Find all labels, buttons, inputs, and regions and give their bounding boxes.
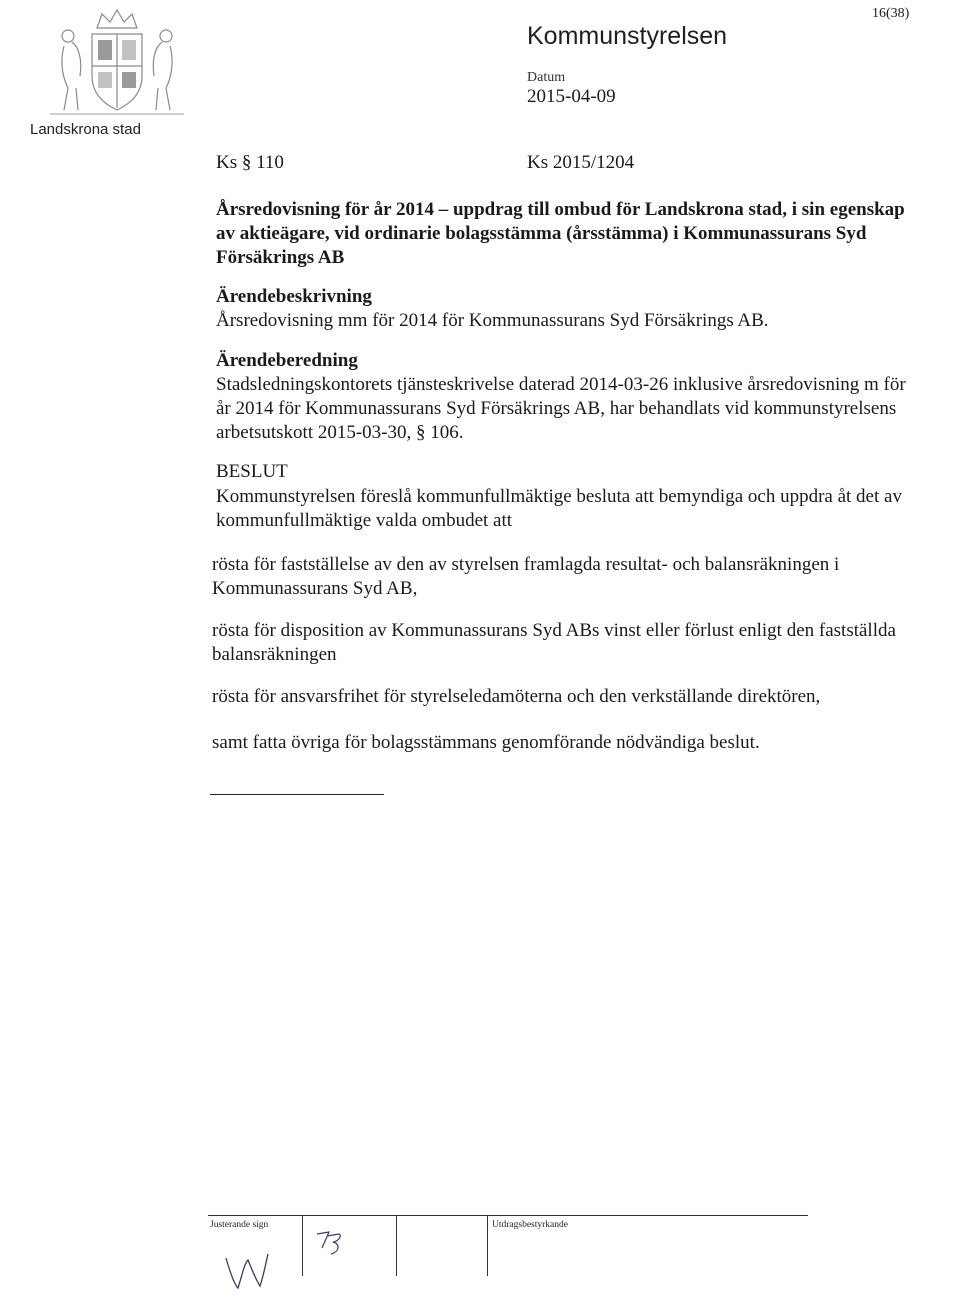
signature-initials-1 — [222, 1246, 274, 1292]
arendeberedning-heading: Ärendeberedning — [216, 350, 358, 371]
signature-initials-2 — [313, 1228, 347, 1258]
date-label: Datum — [527, 70, 566, 85]
case-number: Ks 2015/1204 — [527, 152, 635, 173]
utdragsbestyrkande-label: Utdragsbestyrkande — [492, 1220, 568, 1230]
end-rule — [210, 794, 384, 795]
beslut-text: Kommunstyrelsen föreslå kommunfullmäktige besluta att bemyndiga och uppdra åt det av kommunfullmäktige valda ombudet att — [216, 486, 902, 531]
decision-item: rösta för disposition av Kommunassurans Syd ABs vinst eller förlust enligt den fastställda balansräkningen — [212, 620, 896, 665]
coat-of-arms-logo — [42, 6, 192, 118]
date-value: 2015-04-09 — [527, 86, 616, 107]
decision-item: rösta för ansvarsfrihet för styrelseledamöterna och den verkställande direktören, — [212, 686, 821, 707]
organization-name: Landskrona stad — [30, 121, 141, 138]
document-title: Årsredovisning för år 2014 – uppdrag till ombud för Landskrona stad, i sin egenskap av aktieägare, vid ordinarie bolagsstämma (årsstämma) i Kommunassurans Syd Försäkrings AB — [216, 199, 905, 268]
decision-item: rösta för fastställelse av den av styrelsen framlagda resultat- och balansräkningen i Kommunassurans Syd AB, — [212, 554, 840, 599]
arendebeskrivning-heading: Ärendebeskrivning — [216, 286, 372, 307]
justerande-sign-label: Justerande sign — [210, 1220, 269, 1230]
decision-item: samt fatta övriga för bolagsstämmans genomförande nödvändiga beslut. — [212, 732, 760, 753]
footer-column-divider — [396, 1216, 397, 1276]
committee-title: Kommunstyrelsen — [527, 22, 728, 50]
page-number: 16(38) — [872, 6, 910, 21]
arendebeskrivning-text: Årsredovisning mm för 2014 för Kommunassurans Syd Försäkrings AB. — [216, 310, 769, 331]
arendeberedning-text: Stadsledningskontorets tjänsteskrivelse daterad 2014-03-26 inklusive årsredovisning m för år 2014 för Kommunassurans Syd Försäkrings AB, har behandlats vid kommunstyrelsens arbetsutskott 2015-03-30, § 106. — [216, 374, 906, 443]
paragraph-reference: Ks § 110 — [216, 152, 284, 173]
beslut-heading: BESLUT — [216, 461, 288, 482]
footer-column-divider — [302, 1216, 303, 1276]
footer-column-divider — [487, 1216, 488, 1276]
footer-divider — [208, 1215, 808, 1216]
